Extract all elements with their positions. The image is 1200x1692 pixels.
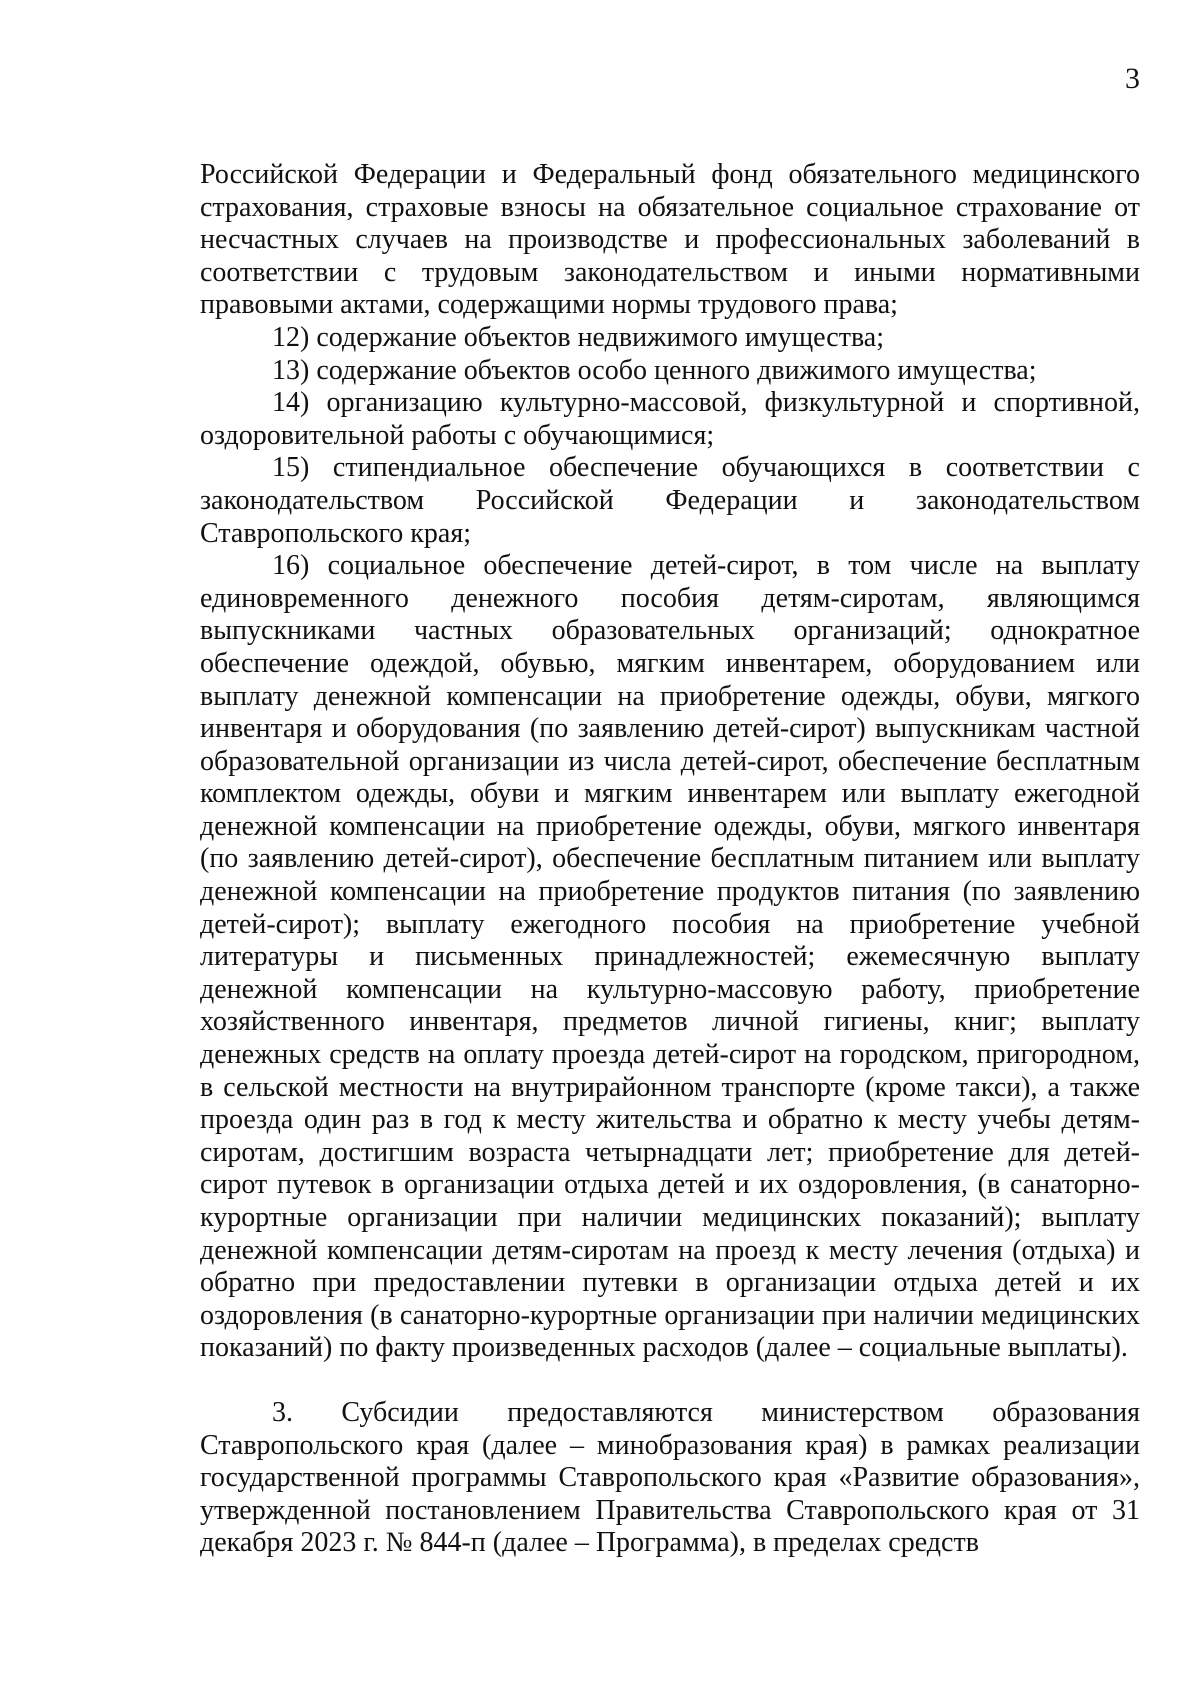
section-3-paragraph: 3. Субсидии предоставляются министерством образования Ставропольского края (далее – минобразования края) в рамках реализации государственной программы Ставропольского края «Развитие образования», утвержденной постановлением Правительства Ставропольского края от 31 декабря 2023 г. № 844-п (далее – Программа), в пределах средств <box>200 1396 1140 1559</box>
list-item-16: 16) социальное обеспечение детей-сирот, в том числе на выплату единовременного денежного пособия детям-сиротам, являющимся выпускниками частных образовательных организаций; однократное обеспечение одеждой, обувью, мягким инвентарем, оборудованием или выплату денежной компенсации на приобретение одежды, обуви, мягкого инвентаря и оборудования (по заявлению детей-сирот) выпускникам частной образовательной организации из числа детей-сирот, обеспечение бесплатным комплектом одежды, обуви и мягким инвентарем или выплату ежегодной денежной компенсации на приобретение одежды, обуви, мягкого инвентаря (по заявлению детей-сирот), обеспечение бесплатным питанием или выплату денежной компенсации на приобретение продуктов питания (по заявлению детей-сирот); выплату ежегодного пособия на приобретение учебной литературы и письменных принадлежностей; ежемесячную выплату денежной компенсации на культурно-массовую работу, приобретение хозяйственного инвентаря, предметов личной гигиены, книг; выплату денежных средств на оплату проезда детей-сирот на городском, пригородном, в сельской местности на внутрирайонном транспорте (кроме такси), а также проезда один раз в год к месту жительства и обратно к месту учебы детям-сиротам, достигшим возраста четырнадцати лет; приобретение для детей-сирот путевок в организации отдыха детей и их оздоровления, (в санаторно-курортные организации при наличии медицинских показаний); выплату денежной компенсации детям-сиротам на проезд к месту лечения (отдыха) и обратно при предоставлении путевки в организации отдыха детей и их оздоровления (в санаторно-курортные организации при наличии медицинских показаний) по факту произведенных расходов (далее – социальные выплаты). <box>200 550 1140 1364</box>
list-item-13: 13) содержание объектов особо ценного движимого имущества; <box>272 354 1037 386</box>
page-number: 3 <box>1125 62 1140 95</box>
list-item-12: 12) содержание объектов недвижимого имущества; <box>272 321 885 353</box>
paragraph-continuation: Российской Федерации и Федеральный фонд обязательного медицинского страхования, страховые взносы на обязательное социальное страхование от несчастных случаев на производстве и профессиональных заболеваний в соответствии с трудовым законодательством и иными нормативными правовыми актами, содержащими нормы трудового права; <box>200 159 1140 321</box>
list-item-15: 15) стипендиальное обеспечение обучающихся в соответствии с законодательством Российской Федерации и законодательством Ставропольского края; <box>200 452 1140 549</box>
document-body <box>200 159 1140 1560</box>
list-item-14: 14) организацию культурно-массовой, физкультурной и спортивной, оздоровительной работы с обучающимися; <box>200 387 1140 451</box>
